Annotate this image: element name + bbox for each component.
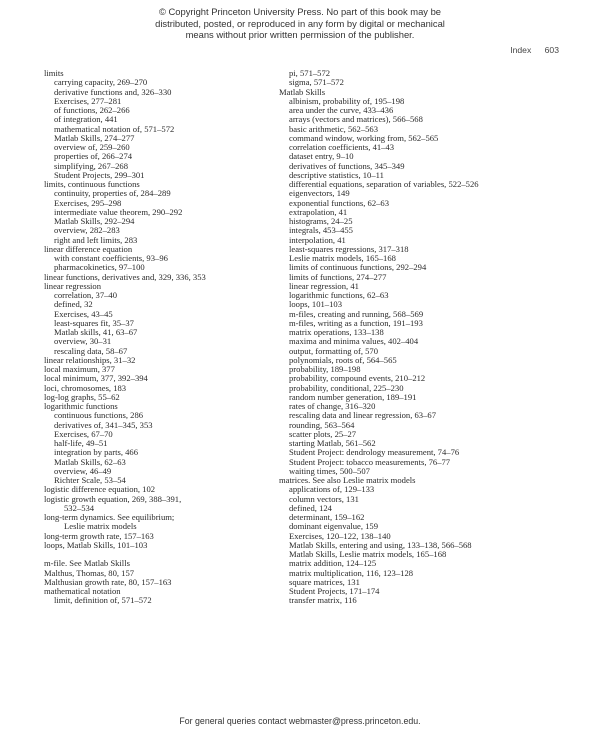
index-subentry: simplifying, 267–268	[54, 160, 129, 171]
index-entry: local minimum, 377, 392–394	[44, 373, 148, 384]
index-subentry: derivatives of functions, 345–349	[289, 160, 405, 171]
index-subentry: probability, compound events, 210–212	[289, 373, 426, 384]
index-subentry: Exercises, 67–70	[54, 428, 113, 439]
index-subentry: random number generation, 189–191	[289, 391, 417, 402]
index-subentry: Matlab Skills, 62–63	[54, 456, 126, 467]
index-subentry: rescaling data, 58–67	[54, 345, 128, 356]
index-subentry: Matlab Skills, 292–294	[54, 216, 135, 226]
index-subentry: square matrices, 131	[289, 576, 360, 587]
index-subentry: m-files, writing as a function, 191–193	[289, 317, 423, 328]
index-subentry: determinant, 159–162	[289, 512, 365, 522]
index-subentry: defined, 124	[289, 502, 332, 513]
index-subentry: starting Matlab, 561–562	[289, 438, 376, 448]
index-entry: linear relationships, 31–32	[44, 354, 136, 365]
index-entry: limits, continuous functions	[44, 179, 140, 189]
index-subentry: pi, 571–572	[289, 68, 331, 78]
index-entry: loci, chromosomes, 183	[44, 382, 127, 393]
index-entry: loops, Matlab Skills, 101–103	[44, 539, 148, 550]
index-subentry: half-life, 49–51	[54, 438, 108, 448]
index-entry: limits	[44, 68, 64, 78]
index-subentry: of functions, 262–266	[54, 105, 130, 115]
page-number: 603	[544, 45, 559, 55]
index-subentry: Matlab skills, 41, 63–67	[54, 327, 138, 337]
index-subentry: Student Project: dendrology measurement, 74–76	[289, 447, 460, 458]
index-subentry: integrals, 453–455	[289, 225, 353, 236]
index-subentry: right and left limits, 283	[54, 234, 138, 245]
copyright-line: means without prior written permission of the publisher.	[185, 29, 415, 41]
index-subentry: least-squares regressions, 317–318	[289, 243, 409, 254]
index-entry: logistic growth equation, 269, 388–391,	[44, 493, 182, 504]
index-subentry: Matlab Skills, Leslie matrix models, 165–168	[289, 549, 447, 559]
index-entry: local maximum, 377	[44, 364, 115, 374]
index-subentry: overview of, 259–260	[54, 142, 130, 152]
index-subentry: output, formatting of, 570	[289, 345, 379, 356]
index-subentry: exponential functions, 62–63	[289, 197, 390, 208]
index-subentry: derivative functions and, 326–330	[54, 86, 172, 97]
index-entry: matrices. See also Leslie matrix models	[279, 475, 416, 485]
index-subentry: maxima and minima values, 402–404	[289, 336, 419, 347]
index-subentry: Student Projects, 171–174	[289, 586, 380, 596]
index-subentry: probability, conditional, 225–230	[289, 382, 404, 393]
index-entry: log-log graphs, 55–62	[44, 391, 120, 402]
index-subentry: rates of change, 316–320	[289, 401, 376, 411]
index-entry: logarithmic functions	[44, 401, 118, 411]
index-subentry: albinism, probability of, 195–198	[289, 95, 405, 106]
index-subentry: descriptive statistics, 10–11	[289, 169, 384, 180]
index-subentry: transfer matrix, 116	[289, 595, 357, 606]
index-subentry: m-files, creating and running, 568–569	[289, 308, 424, 319]
index-subentry: limit, definition of, 571–572	[54, 595, 152, 606]
index-entry: Malthusian growth rate, 80, 157–163	[44, 576, 172, 587]
index-subentry: least-squares fit, 35–37	[54, 317, 134, 328]
index-entry: linear difference equation	[44, 243, 133, 254]
index-subentry: command window, working from, 562–565	[289, 132, 439, 143]
index-subentry: continuity, properties of, 284–289	[54, 188, 171, 199]
running-head-label: Index	[510, 45, 532, 55]
index-entry: Matlab Skills	[279, 86, 326, 97]
index-entry: linear regression	[44, 280, 102, 291]
index-subentry: intermediate value theorem, 290–292	[54, 206, 183, 217]
index-subentry: 532–534	[64, 502, 95, 513]
index-subentry: correlation coefficients, 41–43	[289, 142, 395, 152]
index-entry: linear functions, derivatives and, 329, 336, 353	[44, 271, 206, 282]
index-subentry: applications of, 129–133	[289, 484, 375, 495]
index-subentry: Matlab Skills, 274–277	[54, 132, 135, 143]
index-subentry: column vectors, 131	[289, 493, 359, 504]
index-entry: m-file. See Matlab Skills	[44, 558, 130, 569]
index-subentry: of integration, 441	[54, 114, 118, 125]
index-subentry: interpolation, 41	[289, 234, 346, 245]
index-subentry: integration by parts, 466	[54, 447, 139, 458]
index-column-right	[279, 69, 554, 606]
index-subentry: Matlab Skills, entering and using, 133–138, 566–568	[289, 539, 472, 550]
index-entry: long-term growth rate, 157–163	[44, 530, 154, 541]
index-subentry: Leslie matrix models, 165–168	[289, 253, 396, 263]
index-subentry: probability, 189–198	[289, 364, 361, 374]
index-subentry: histograms, 24–25	[289, 216, 353, 226]
index-subentry: continuous functions, 286	[54, 410, 144, 421]
index-subentry: Student Projects, 299–301	[54, 169, 145, 180]
index-subentry: limits of continuous functions, 292–294	[289, 262, 427, 273]
index-subentry: mathematical notation of, 571–572	[54, 123, 175, 134]
index-subentry: derivatives of, 341–345, 353	[54, 419, 153, 430]
index-entry: logistic difference equation, 102	[44, 484, 156, 495]
running-head	[510, 45, 559, 55]
index-entry: mathematical notation	[44, 586, 121, 596]
index-subentry: overview, 282–283	[54, 225, 120, 236]
index-subentry: extrapolation, 41	[289, 206, 348, 217]
index-subentry: defined, 32	[54, 299, 93, 310]
index-subentry: rescaling data and linear regression, 63–67	[289, 410, 436, 421]
index-subentry: loops, 101–103	[289, 299, 342, 310]
index-subentry: linear regression, 41	[289, 280, 359, 291]
index-subentry: Exercises, 277–281	[54, 95, 122, 106]
index-subentry: Exercises, 120–122, 138–140	[289, 530, 391, 541]
index-entry: long-term dynamics. See equilibrium;	[44, 512, 175, 522]
index-subentry: eigenvectors, 149	[289, 188, 350, 199]
index-subentry: Richter Scale, 53–54	[54, 475, 126, 485]
index-subentry: area under the curve, 433–436	[289, 105, 394, 115]
index-subentry: basic arithmetic, 562–563	[289, 123, 379, 134]
index-subentry: dataset entry, 9–10	[289, 151, 354, 162]
index-subentry: rounding, 563–564	[289, 419, 355, 430]
index-subentry: limits of functions, 274–277	[289, 271, 387, 282]
index-subentry: differential equations, separation of variables, 522–526	[289, 179, 479, 189]
copyright-notice	[0, 6, 600, 41]
index-subentry: arrays (vectors and matrices), 566–568	[289, 114, 423, 125]
index-entry: Malthus, Thomas, 80, 157	[44, 567, 135, 578]
index-subentry: pharmacokinetics, 97–100	[54, 262, 145, 273]
index-subentry: waiting times, 500–507	[289, 465, 370, 476]
index-subentry: matrix addition, 124–125	[289, 558, 377, 569]
index-subentry: Student Project: tobacco measurements, 76–77	[289, 456, 451, 467]
index-subentry: carrying capacity, 269–270	[54, 77, 148, 88]
index-subentry: polynomials, roots of, 564–565	[289, 354, 397, 365]
index-subentry: scatter plots, 25–27	[289, 428, 357, 439]
index-subentry: Leslie matrix models	[64, 521, 137, 532]
index-subentry: sigma, 571–572	[289, 77, 344, 88]
index-subentry: properties of, 266–274	[54, 151, 133, 162]
index-subentry: Exercises, 43–45	[54, 308, 113, 319]
index-column-left	[44, 69, 254, 606]
index-subentry: dominant eigenvalue, 159	[289, 521, 379, 532]
index-subentry: matrix multiplication, 116, 123–128	[289, 567, 414, 578]
footer-contact: For general queries contact webmaster@press.princeton.edu.	[179, 716, 421, 726]
index-subentry: with constant coefficients, 93–96	[54, 253, 168, 263]
copyright-line: distributed, posted, or reproduced in any form by digital or mechanical	[155, 17, 445, 29]
copyright-line: © Copyright Princeton University Press. No part of this book may be	[158, 6, 442, 17]
index-subentry: overview, 30–31	[54, 336, 112, 347]
index-subentry: logarithmic functions, 62–63	[289, 290, 389, 300]
index-subentry: overview, 46–49	[54, 465, 112, 476]
index-subentry: matrix operations, 133–138	[289, 327, 384, 337]
index-subentry: Exercises, 295–298	[54, 197, 122, 208]
index-subentry: correlation, 37–40	[54, 290, 118, 300]
